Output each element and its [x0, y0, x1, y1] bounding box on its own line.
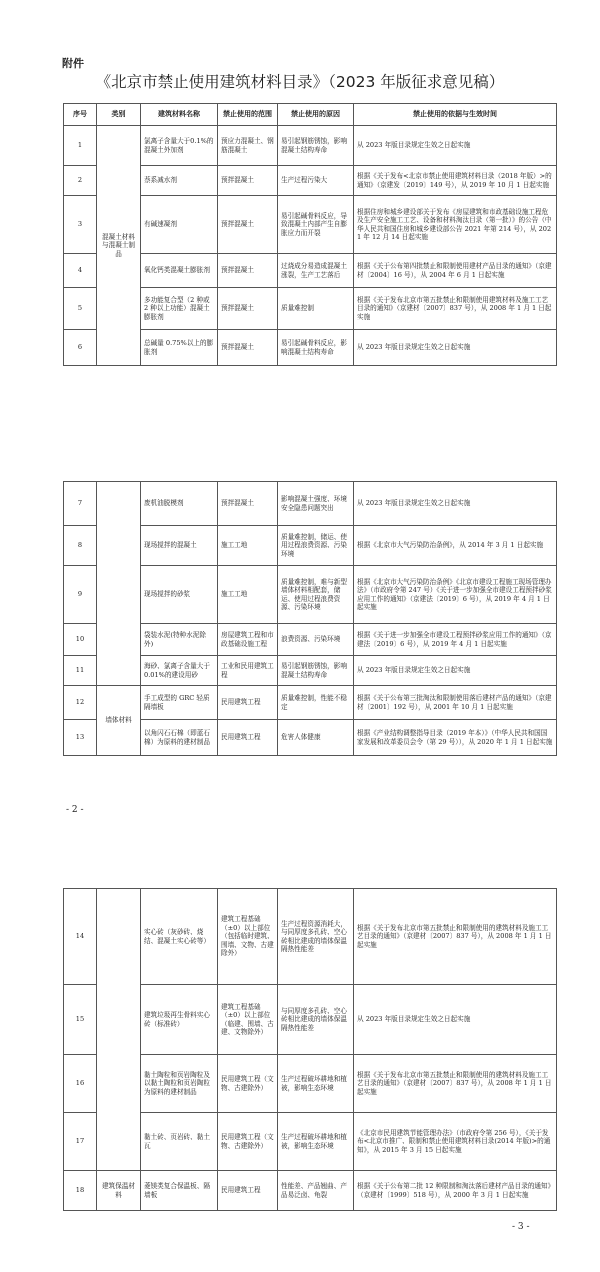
- row-basis: 根据《北京市大气污染防治条例》，从 2014 年 3 月 1 日起实施: [354, 526, 557, 566]
- row-num: 18: [64, 1171, 97, 1211]
- row-scope: 建筑工程基础（±0）以上部位（临建、围墙、古建、文物除外）: [218, 985, 278, 1055]
- row-num: 6: [64, 330, 97, 366]
- row-num: 8: [64, 526, 97, 566]
- row-basis: 根据《关于发布北京市第五批禁止和限制使用建筑材料及施工工艺目录的通知》（京建材〔2007〕837 号），从 2008 年 1 月 1 日起实施: [354, 288, 557, 330]
- row-basis: 根据《关于发布<北京市禁止使用建筑材料目录（2018 年版）>的通知》（京建发〔2019〕149 号），从 2019 年 10 月 1 日起实施: [354, 166, 557, 196]
- row-scope: 民用建筑工程（文物、古建除外）: [218, 1055, 278, 1113]
- row-reason: 影响混凝土强度、环境安全隐患问题突出: [278, 482, 354, 526]
- row-scope: 预应力混凝土、钢筋混凝土: [218, 126, 278, 166]
- row-scope: 预拌混凝土: [218, 330, 278, 366]
- row-scope: 民用建筑工程（文物、古建除外）: [218, 1113, 278, 1171]
- attachment-label: 附件: [62, 57, 84, 70]
- table-row: [64, 889, 557, 985]
- row-name: 氯离子含量大于0.1%的混凝土外加剂: [141, 126, 218, 166]
- row-basis: 根据《关于公布第二批 12 种限制和淘汰落后建材产品目录的通知》（京建材〔1999〕518 号），从 2000 年 3 月 1 日起实施: [354, 1171, 557, 1211]
- row-basis: 根据《产业结构调整指导目录（2019 年本）》（中华人民共和国国家发展和改革委员会令（第 29 号）），从 2020 年 1 月 1 日起实施: [354, 720, 557, 756]
- row-num: 1: [64, 126, 97, 166]
- row-reason: 易引起钢筋锈蚀，影响混凝土结构寿命: [278, 126, 354, 166]
- row-num: 5: [64, 288, 97, 330]
- row-name: 菱镁类复合保温板、隔墙板: [141, 1171, 218, 1211]
- row-reason: 质量难控制，性能不稳定: [278, 686, 354, 720]
- row-name: 黏土陶粒和页岩陶粒及以黏土陶粒和页岩陶粒为原料的建材制品: [141, 1055, 218, 1113]
- row-scope: 建筑工程基础（±0）以上部位（包括临时建筑、围墙、文物、古建除外）: [218, 889, 278, 985]
- row-num: 11: [64, 656, 97, 686]
- row-reason: 过烧成分易造成混凝土涨裂，生产工艺落后: [278, 254, 354, 288]
- row-name: 手工成型的 GRC 轻质隔墙板: [141, 686, 218, 720]
- row-num: 15: [64, 985, 97, 1055]
- row-category: 混凝土材料与混凝土制品: [97, 126, 141, 366]
- row-reason: 质量难控制，储运、使用过程浪费资源、污染环境: [278, 526, 354, 566]
- row-basis: 从 2023 年版目录规定生效之日起实施: [354, 985, 557, 1055]
- row-name: 以角闪石石棉（即蓝石棉）为原料的建材制品: [141, 720, 218, 756]
- header-reason: 禁止使用的原因: [278, 104, 354, 126]
- row-scope: 施工工地: [218, 566, 278, 624]
- row-scope: 房屋建筑工程和市政基础设施工程: [218, 624, 278, 656]
- row-num: 4: [64, 254, 97, 288]
- row-name: 实心砖（灰砂砖、烧结、混凝土实心砖等）: [141, 889, 218, 985]
- row-name: 萘系减水剂: [141, 166, 218, 196]
- row-reason: 生产过程污染大: [278, 166, 354, 196]
- row-scope: 预拌混凝土: [218, 288, 278, 330]
- row-scope: 预拌混凝土: [218, 482, 278, 526]
- row-category: 建筑保温材料: [97, 1171, 141, 1211]
- row-basis: 从 2023 年版目录规定生效之日起实施: [354, 482, 557, 526]
- table-row: [64, 126, 557, 166]
- row-reason: 易引起碱骨料反应，影响混凝土结构寿命: [278, 330, 354, 366]
- row-scope: 预拌混凝土: [218, 254, 278, 288]
- row-basis: 根据《关于公布第四批禁止和限制使用建材产品目录的通知》（京建材〔2004〕16 号），从 2004 年 6 月 1 日起实施: [354, 254, 557, 288]
- row-basis: 根据住房和城乡建设部关于发布《房屋建筑和市政基础设施工程危及生产安全施工工艺、设备和材料淘汰目录（第一批）》的公告（中华人民共和国住房和城乡建设部公告 2021 年第 214 号），从 2021 年 12 月 14 日起实施: [354, 196, 557, 254]
- table-row: [64, 1171, 557, 1211]
- header-basis: 禁止使用的依据与生效时间: [354, 104, 557, 126]
- table-row: [64, 686, 557, 720]
- table-row: [64, 482, 557, 526]
- row-name: 氧化钙类混凝土膨胀剂: [141, 254, 218, 288]
- row-num: 7: [64, 482, 97, 526]
- row-scope: 民用建筑工程: [218, 1171, 278, 1211]
- row-name: 总碱量 0.75%以上的膨胀剂: [141, 330, 218, 366]
- row-basis: 从 2023 年版目录规定生效之日起实施: [354, 330, 557, 366]
- row-num: 9: [64, 566, 97, 624]
- row-reason: 质量难控制: [278, 288, 354, 330]
- row-basis: 根据《北京市大气污染防治条例》《北京市建设工程施工现场管理办法》（市政府令第 247 号）《关于进一步加强全市建设工程预拌砂浆应用工作的通知》（京建法〔2019〕6 号），从 2019 年 4 月 1 日起实施: [354, 566, 557, 624]
- row-reason: 生产过程破坏耕地和植被，影响生态环境: [278, 1113, 354, 1171]
- materials-table-page2: [63, 481, 557, 756]
- row-reason: 与同厚度多孔砖、空心砖相比建成的墙体保温隔热性能差: [278, 985, 354, 1055]
- row-name: 现场搅拌的砂浆: [141, 566, 218, 624]
- row-name: 黏土砖、页岩砖、黏土瓦: [141, 1113, 218, 1171]
- row-category: 墙体材料: [97, 686, 141, 756]
- row-scope: 预拌混凝土: [218, 196, 278, 254]
- row-name: 建筑垃圾再生骨料实心砖（标准砖）: [141, 985, 218, 1055]
- row-basis: 根据《关于发布北京市第五批禁止和限制使用的建筑材料及施工工艺目录的通知》（京建材〔2007〕837 号），从 2008 年 1 月 1 日起实施: [354, 889, 557, 985]
- row-reason: 浪费资源、污染环境: [278, 624, 354, 656]
- row-reason: 生产过程资源消耗大，与同厚度多孔砖、空心砖相比建成的墙体保温隔热性能差: [278, 889, 354, 985]
- materials-table-page1: [63, 103, 557, 366]
- row-num: 10: [64, 624, 97, 656]
- row-reason: 易引起钢筋锈蚀，影响混凝土结构寿命: [278, 656, 354, 686]
- row-num: 14: [64, 889, 97, 985]
- row-scope: 预拌混凝土: [218, 166, 278, 196]
- document-title: 《北京市禁止使用建筑材料目录》（2023 年版征求意见稿）: [95, 73, 505, 91]
- materials-table-page3: [63, 888, 557, 1211]
- row-num: 12: [64, 686, 97, 720]
- row-basis: 从 2023 年版目录规定生效之日起实施: [354, 656, 557, 686]
- row-num: 2: [64, 166, 97, 196]
- row-reason: 易引起碱骨料反应，导致混凝土内部产生自膨胀应力而开裂: [278, 196, 354, 254]
- row-name: 有碱速凝剂: [141, 196, 218, 254]
- row-basis: 《北京市民用建筑节能管理办法》（市政府令第 256 号），《关于发布<北京市推广、限制和禁止使用建筑材料目录(2014 年版)>的通知》，从 2015 年 3 月 15 日起实施: [354, 1113, 557, 1171]
- row-basis: 根据《关于进一步加强全市建设工程预拌砂浆应用工作的通知》（京建法〔2019〕6 号），从 2019 年 4 月 1 日起实施: [354, 624, 557, 656]
- header-num: 序号: [64, 104, 97, 126]
- row-scope: 民用建筑工程: [218, 720, 278, 756]
- row-scope: 民用建筑工程: [218, 686, 278, 720]
- row-scope: 施工工地: [218, 526, 278, 566]
- page-number: - 2 -: [66, 805, 84, 815]
- row-basis: 根据《关于公布第三批淘汰和限制使用落后建材产品的通知》（京建材〔2001〕192 号），从 2001 年 10 月 1 日起实施: [354, 686, 557, 720]
- row-reason: 性能差、产品翘曲、产品易泛卤、龟裂: [278, 1171, 354, 1211]
- row-name: 废机油脱模剂: [141, 482, 218, 526]
- header-category: 类别: [97, 104, 141, 126]
- row-category-cont: [97, 482, 141, 686]
- row-basis: 从 2023 年版目录规定生效之日起实施: [354, 126, 557, 166]
- row-num: 17: [64, 1113, 97, 1171]
- row-scope: 工业和民用建筑工程: [218, 656, 278, 686]
- page-number: - 3 -: [512, 1222, 530, 1232]
- row-reason: 危害人体健康: [278, 720, 354, 756]
- row-name: 现场搅拌的混凝土: [141, 526, 218, 566]
- row-reason: 生产过程破坏耕地和植被，影响生态环境: [278, 1055, 354, 1113]
- row-num: 3: [64, 196, 97, 254]
- row-num: 13: [64, 720, 97, 756]
- row-name: 海砂、氯离子含量大于 0.01%的建设用砂: [141, 656, 218, 686]
- row-num: 16: [64, 1055, 97, 1113]
- row-category-cont: [97, 889, 141, 1171]
- row-basis: 根据《关于发布北京市第五批禁止和限制使用的建筑材料及施工工艺目录的通知》（京建材〔2007〕837 号），从 2008 年 1 月 1 日起实施: [354, 1055, 557, 1113]
- row-name: 多功能复合型（2 种或 2 种以上功能）混凝土膨胀剂: [141, 288, 218, 330]
- header-name: 建筑材料名称: [141, 104, 218, 126]
- row-reason: 质量难控制，难与新型墙体材料相配套，储运、使用过程浪费资源、污染环境: [278, 566, 354, 624]
- row-name: 袋装水泥(特种水泥除外): [141, 624, 218, 656]
- header-scope: 禁止使用的范围: [218, 104, 278, 126]
